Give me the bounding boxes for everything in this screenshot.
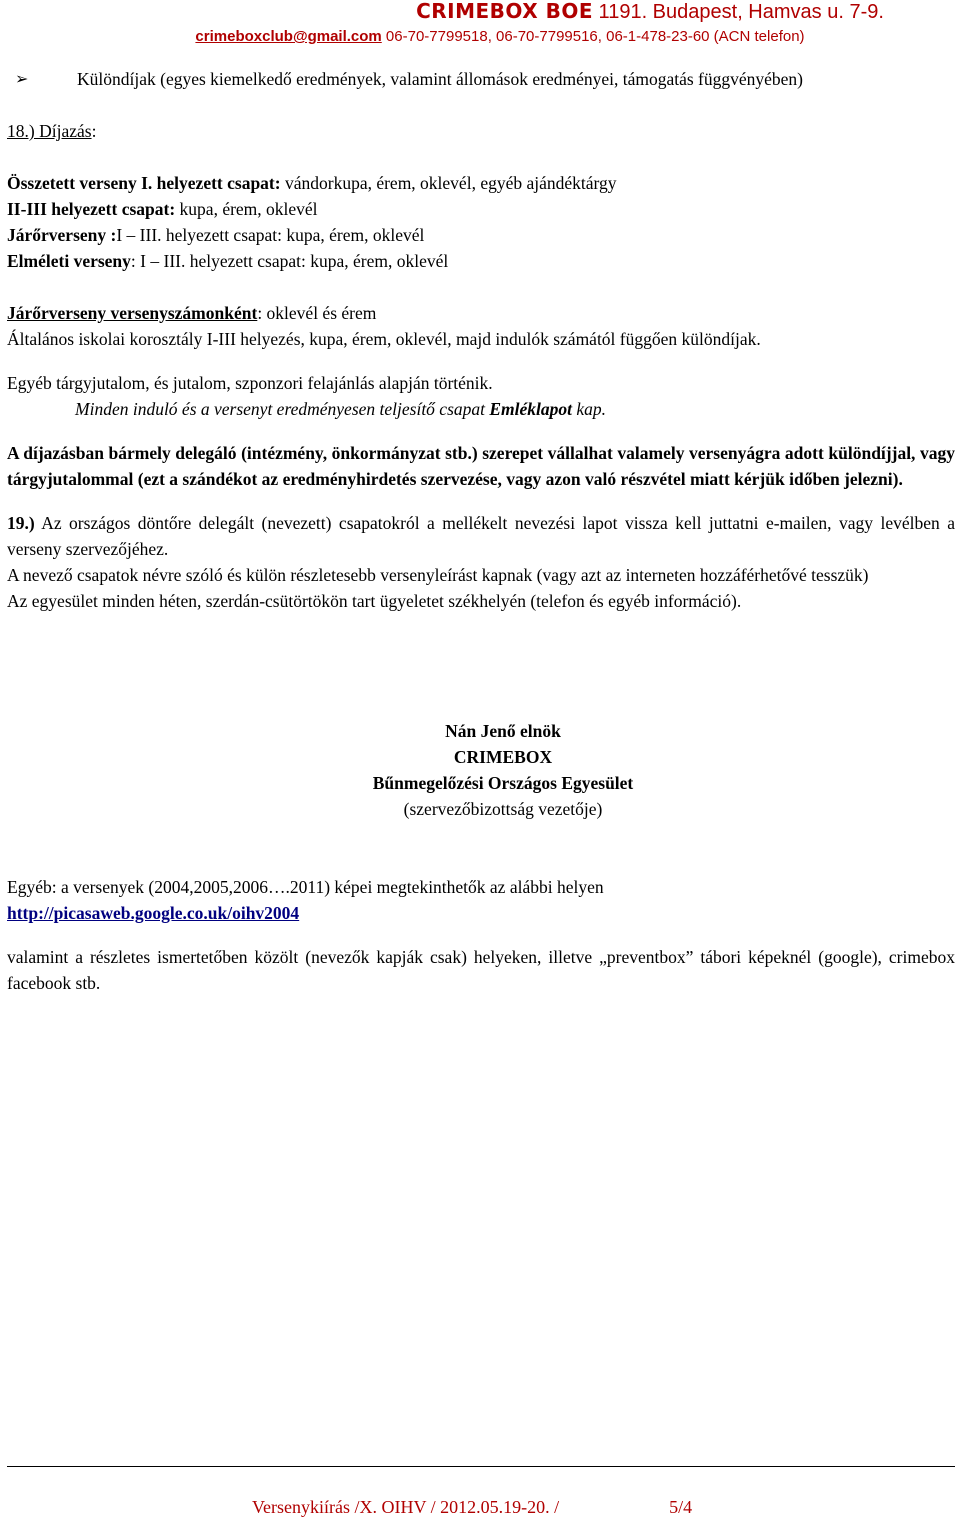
prize-line-4: Elméleti verseny: I – III. helyezett csapat: kupa, érem, oklevél [7, 251, 449, 271]
signature-block [7, 718, 955, 822]
footer-text: Versenykiírás /X. OIHV / 2012.05.19-20. / [252, 1497, 560, 1517]
header-email[interactable]: crimeboxclub@gmail.com [195, 28, 382, 45]
prize-line-7: Egyéb tárgyjutalom, és jutalom, szponzori felajánlás alapján történik. [7, 373, 493, 393]
section-19-para-1: 19.) Az országos döntőre delegált (nevezett) csapatokról a mellékelt nevezési lapot vissza kell juttatni e-mailen, vagy levélben a verseny szervezőjéhez. [7, 513, 955, 559]
prize-line-9: A díjazásban bármely delegáló (intézmény, önkormányzat stb.) szerepet vállalhat valamely versenyágra adott különdíjjal, vagy tárgyjutalommal (ezt a szándékot az eredményhirdetés szervezése, vagy azon való részvétel miatt kérjük időben jelezni). [7, 443, 955, 489]
header-address: 1191. Budapest, Hamvas u. 7-9. [593, 1, 884, 23]
section-19-para-3: Az egyesület minden héten, szerdán-csütörtökön tart ügyeletet székhelyén (telefon és egyéb információ). [7, 591, 742, 611]
header-line-2 [0, 27, 960, 47]
document-body [7, 66, 955, 996]
picasa-link[interactable]: http://picasaweb.google.co.uk/oihv2004 [7, 903, 300, 923]
prize-line-2: II-III helyezett csapat: kupa, érem, oklevél [7, 199, 318, 219]
footer-divider [7, 1466, 955, 1467]
signature-org: CRIMEBOX [453, 747, 553, 767]
signature-role: (szervezőbizottság vezetője) [403, 799, 603, 819]
page-header [0, 0, 960, 47]
header-phones: 06-70-7799518, 06-70-7799516, 06-1-478-23-60 (ACN telefon) [381, 28, 805, 45]
signature-assoc: Bűnmegelőzési Országos Egyesület [372, 773, 634, 793]
prize-line-1: Összetett verseny I. helyezett csapat: vándorkupa, érem, oklevél, egyéb ajándéktárgy [7, 173, 617, 193]
bullet-text: Különdíjak (egyes kiemelkedő eredmények, valamint állomások eredményei, támogatás függvényében) [77, 69, 804, 89]
header-brand: CRIMEBOX BOE [416, 0, 593, 23]
section-19-para-2: A nevező csapatok névre szóló és külön részletesebb versenyleírást kapnak (vagy azt az interneten hozzáférhetővé tesszük) [7, 565, 869, 585]
other-paragraph: valamint a részletes ismertetőben közölt (nevezők kapják csak) helyeken, illetve „preventbox” tábori képeknél (google), crimebox facebook stb. [7, 947, 955, 993]
prize-line-3: Járőrverseny :I – III. helyezett csapat: kupa, érem, oklevél [7, 225, 425, 245]
other-line: Egyéb: a versenyek (2004,2005,2006….2011) képei megtekinthetők az alábbi helyen [7, 877, 604, 897]
prize-line-6: Általános iskolai korosztály I-III helyezés, kupa, érem, oklevél, majd indulók számától függően különdíjak. [7, 329, 761, 349]
section-18-heading: 18.) Díjazás: [7, 121, 97, 141]
page-number: 5/4 [669, 1497, 693, 1517]
arrow-bullet-icon: ➢ [15, 69, 29, 88]
page-footer [252, 1497, 692, 1518]
bullet-item [7, 66, 955, 92]
header-line-1 [0, 0, 960, 23]
prize-line-8: Minden induló és a versenyt eredményesen teljesítő csapat Emléklapot kap. [75, 399, 607, 419]
prize-line-5: Járőrverseny versenyszámonként: oklevél és érem [7, 303, 377, 323]
signature-name: Nán Jenő elnök [445, 721, 561, 741]
